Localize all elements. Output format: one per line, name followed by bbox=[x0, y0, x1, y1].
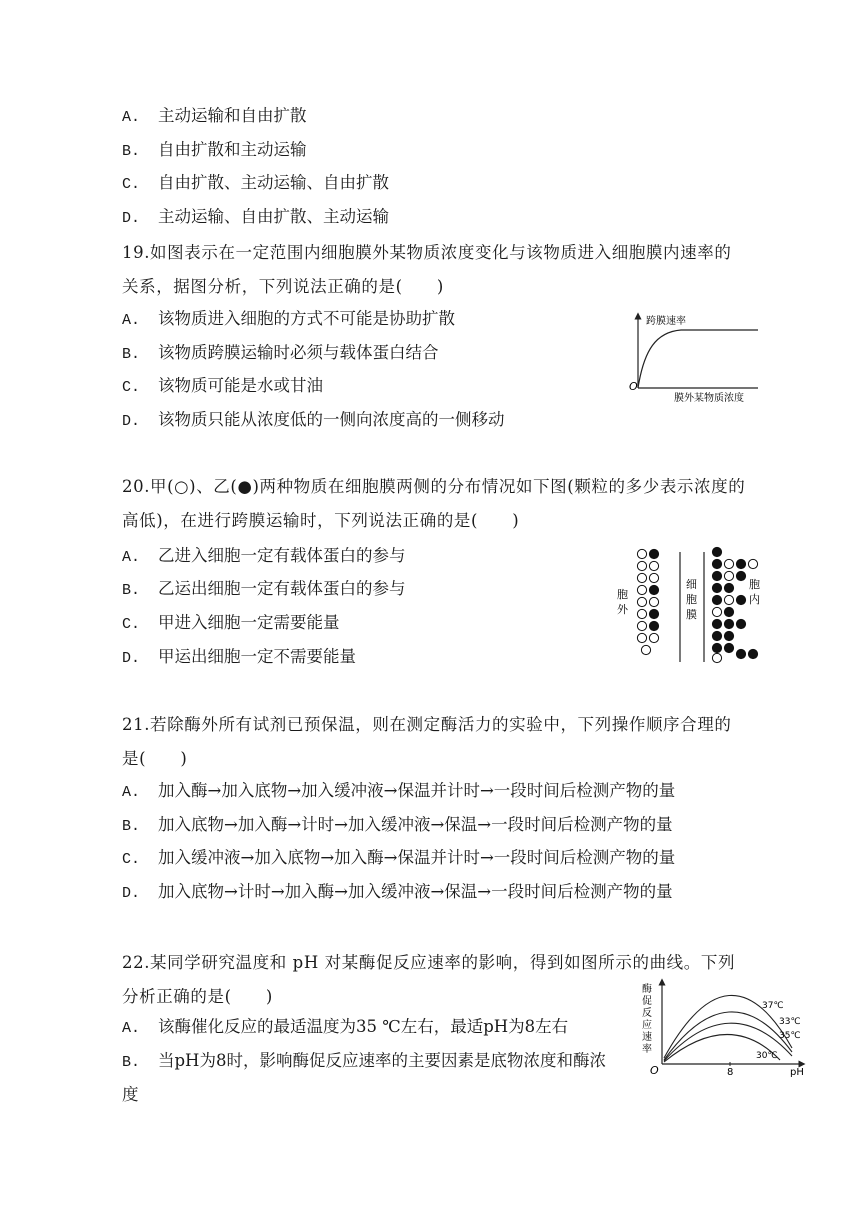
particle-jia-hollow bbox=[748, 559, 757, 568]
q20-stem: 20.甲(○)、乙(●)两种物质在细胞膜两侧的分布情况如下图(颗粒的多少表示浓度的高低)，在进行跨膜运输时，下列说法正确的是( ) bbox=[122, 477, 746, 530]
option-letter: B. bbox=[122, 1054, 141, 1071]
q20-option-a bbox=[122, 545, 406, 569]
q22-option-a bbox=[122, 1016, 568, 1040]
option-text: 甲进入细胞一定需要能量 bbox=[158, 613, 340, 632]
q21-option-d bbox=[122, 881, 673, 905]
option-text: 该物质跨膜运输时必须与载体蛋白结合 bbox=[158, 343, 439, 362]
option-letter: A. bbox=[122, 549, 141, 566]
option-letter: D. bbox=[122, 650, 141, 667]
particle-yi-filled bbox=[712, 571, 721, 580]
option-text: 乙运出细胞一定有载体蛋白的参与 bbox=[158, 579, 406, 598]
outside-label-1: 胞 bbox=[617, 588, 628, 601]
q21-option-c bbox=[122, 847, 675, 871]
particle-yi-filled bbox=[724, 631, 733, 640]
q22-option-b bbox=[122, 1050, 606, 1074]
q19-option-c bbox=[122, 375, 323, 399]
q19-option-d bbox=[122, 409, 505, 433]
particle-jia-hollow bbox=[649, 561, 658, 570]
y-label-1: 酶 bbox=[642, 984, 652, 995]
option-text: 主动运输和自由扩散 bbox=[158, 106, 307, 125]
particle-jia-hollow bbox=[649, 597, 658, 606]
y-axis-label: 跨膜速率 bbox=[646, 316, 686, 327]
option-text: 该酶催化反应的最适温度为35 ℃左右，最适pH为8左右 bbox=[158, 1017, 569, 1036]
y-label-5: 速 bbox=[642, 1032, 652, 1043]
particle-yi-filled bbox=[748, 649, 757, 658]
particle-jia-hollow bbox=[637, 609, 646, 618]
x-tick-label: 8 bbox=[727, 1067, 734, 1078]
option-text: 该物质进入细胞的方式不可能是协助扩散 bbox=[158, 309, 455, 328]
particle-yi-filled bbox=[649, 585, 658, 594]
q18-option-a bbox=[122, 105, 307, 129]
q21-option-a bbox=[122, 780, 675, 804]
option-text: 加入缓冲液→加入底物→加入酶→保温并计时→一段时间后检测产物的量 bbox=[158, 848, 676, 867]
q19-option-b bbox=[122, 342, 439, 366]
membrane-label-1: 细 bbox=[686, 578, 697, 591]
q22-enzyme-figure bbox=[640, 978, 810, 1078]
origin-label: O bbox=[650, 1064, 659, 1077]
particle-jia-hollow bbox=[649, 573, 658, 582]
q18-option-b bbox=[122, 139, 307, 163]
option-text: 该物质只能从浓度低的一侧向浓度高的一侧移动 bbox=[158, 410, 505, 429]
inside-label-1: 胞 bbox=[749, 578, 760, 591]
inside-label-2: 内 bbox=[749, 593, 760, 606]
option-letter: B. bbox=[122, 346, 141, 363]
particle-yi-filled bbox=[712, 643, 721, 652]
particle-jia-hollow bbox=[712, 607, 721, 616]
q19-stem: 19.如图表示在一定范围内细胞膜外某物质浓度变化与该物质进入细胞膜内速率的关系，据图分析，下列说法正确的是( ) bbox=[122, 243, 732, 296]
particle-yi-filled bbox=[649, 549, 658, 558]
option-text: 自由扩散、主动运输、自由扩散 bbox=[158, 173, 389, 192]
particle-jia-hollow bbox=[637, 561, 646, 570]
option-text: 该物质可能是水或甘油 bbox=[158, 376, 323, 395]
curve-label-37c: 37℃ bbox=[762, 1001, 784, 1011]
option-text: 甲运出细胞一定不需要能量 bbox=[158, 647, 356, 666]
particle-jia-hollow bbox=[637, 585, 646, 594]
option-letter: A. bbox=[122, 784, 141, 801]
particle-yi-filled bbox=[712, 631, 721, 640]
curve-label-30c: 30℃ bbox=[756, 1051, 778, 1061]
option-letter: B. bbox=[122, 582, 141, 599]
option-letter: B. bbox=[122, 143, 141, 160]
particle-yi-filled bbox=[736, 619, 745, 628]
option-text: 当pH为8时，影响酶促反应速率的主要因素是底物浓度和酶浓 bbox=[158, 1051, 606, 1070]
q18-option-c bbox=[122, 172, 389, 196]
particle-yi-filled bbox=[712, 583, 721, 592]
q19-rate-figure bbox=[626, 310, 766, 406]
option-letter: C. bbox=[122, 616, 141, 633]
particle-jia-hollow bbox=[637, 549, 646, 558]
particle-jia-hollow bbox=[637, 633, 646, 642]
particle-yi-filled bbox=[724, 607, 733, 616]
curve-label-33c: 33℃ bbox=[779, 1017, 801, 1027]
q20-membrane-figure bbox=[612, 544, 772, 666]
curve-label-35c: 35℃ bbox=[779, 1031, 801, 1041]
particle-jia-hollow bbox=[637, 597, 646, 606]
option-text: 乙进入细胞一定有载体蛋白的参与 bbox=[158, 546, 406, 565]
y-label-6: 率 bbox=[642, 1044, 652, 1055]
q20-option-b bbox=[122, 578, 406, 602]
particle-yi-filled bbox=[736, 595, 745, 604]
particle-yi-filled bbox=[712, 619, 721, 628]
option-letter: B. bbox=[122, 818, 141, 835]
particle-jia-hollow bbox=[637, 573, 646, 582]
particle-jia-hollow bbox=[637, 621, 646, 630]
x-axis-label: pH bbox=[790, 1067, 804, 1078]
particle-jia-hollow bbox=[712, 653, 721, 662]
particle-yi-filled bbox=[712, 559, 721, 568]
rate-curve bbox=[638, 330, 758, 388]
membrane-label-2: 胞 bbox=[686, 593, 697, 606]
option-text: 主动运输、自由扩散、主动运输 bbox=[158, 207, 389, 226]
option-letter: C. bbox=[122, 379, 141, 396]
option-letter: C. bbox=[122, 851, 141, 868]
particle-jia-hollow bbox=[641, 645, 650, 654]
outside-label-2: 外 bbox=[617, 603, 628, 616]
y-label-4: 应 bbox=[642, 1020, 652, 1031]
membrane-label-3: 膜 bbox=[686, 608, 697, 621]
option-letter: C. bbox=[122, 176, 141, 193]
option-text: 加入底物→加入酶→计时→加入缓冲液→保温→一段时间后检测产物的量 bbox=[158, 815, 673, 834]
q20-option-d bbox=[122, 646, 356, 670]
particle-jia-hollow bbox=[724, 595, 733, 604]
particle-jia-hollow bbox=[649, 633, 658, 642]
option-text: 加入酶→加入底物→加入缓冲液→保温并计时→一段时间后检测产物的量 bbox=[158, 781, 676, 800]
particle-yi-filled bbox=[724, 583, 733, 592]
particle-yi-filled bbox=[736, 571, 745, 580]
option-text: 自由扩散和主动运输 bbox=[158, 140, 307, 159]
particle-yi-filled bbox=[736, 559, 745, 568]
particle-yi-filled bbox=[712, 547, 721, 556]
option-letter: D. bbox=[122, 413, 141, 430]
y-label-3: 反 bbox=[642, 1008, 652, 1019]
option-text: 加入底物→计时→加入酶→加入缓冲液→保温→一段时间后检测产物的量 bbox=[158, 882, 673, 901]
q22-option-b-wrap: 度 bbox=[122, 1085, 139, 1104]
option-letter: A. bbox=[122, 109, 141, 126]
particle-yi-filled bbox=[712, 595, 721, 604]
q20-option-c bbox=[122, 612, 340, 636]
q19-option-a bbox=[122, 308, 455, 332]
particle-yi-filled bbox=[649, 609, 658, 618]
q22-stem: 22.某同学研究温度和 pH 对某酶促反应速率的影响，得到如图所示的曲线。下列分析正确的是( ) bbox=[122, 953, 736, 1006]
x-axis-label: 膜外某物质浓度 bbox=[674, 393, 744, 404]
particle-jia-hollow bbox=[724, 559, 733, 568]
option-letter: D. bbox=[122, 210, 141, 227]
q18-option-d bbox=[122, 206, 389, 230]
particle-yi-filled bbox=[724, 619, 733, 628]
q21-option-b bbox=[122, 814, 673, 838]
particle-yi-filled bbox=[649, 621, 658, 630]
particle-yi-filled bbox=[724, 643, 733, 652]
q21-stem: 21.若除酶外所有试剂已预保温，则在测定酶活力的实验中，下列操作顺序合理的是( ) bbox=[122, 715, 732, 768]
origin-label: O bbox=[629, 380, 638, 393]
particle-yi-filled bbox=[736, 649, 745, 658]
particles-group bbox=[637, 547, 757, 662]
particle-jia-hollow bbox=[724, 571, 733, 580]
option-letter: A. bbox=[122, 312, 141, 329]
option-letter: A. bbox=[122, 1020, 141, 1037]
option-letter: D. bbox=[122, 885, 141, 902]
y-label-2: 促 bbox=[642, 996, 652, 1007]
